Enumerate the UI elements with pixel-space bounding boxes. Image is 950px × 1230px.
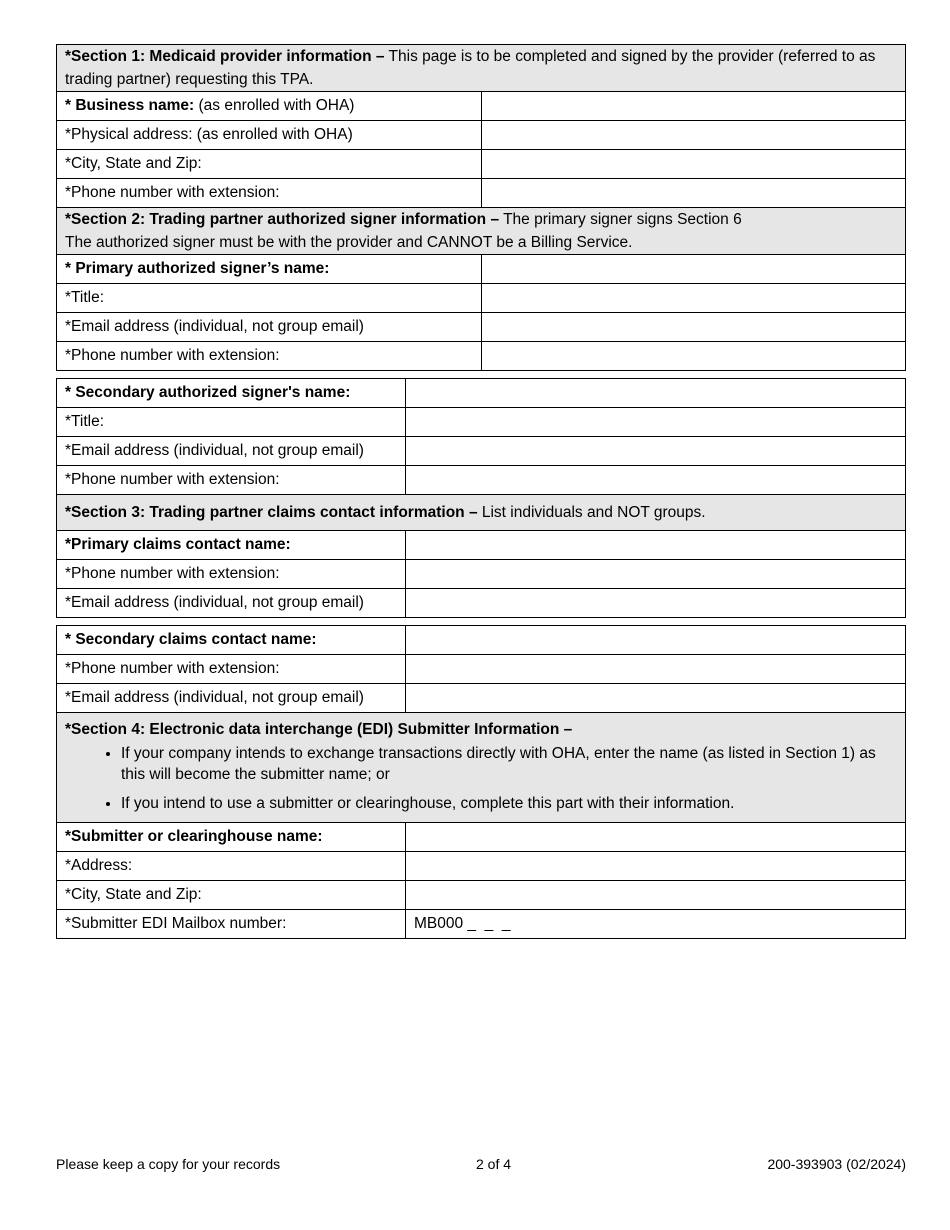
- primary-signer-email-label: *Email address (individual, not group email): [57, 313, 482, 342]
- section-2-3-table: [56, 378, 906, 618]
- secondary-signer-title-field[interactable]: [406, 408, 906, 437]
- list-item: • If your company intends to exchange transactions directly with OHA, enter the name (as listed in Section 1) as this will become the submitter name; or: [121, 743, 897, 785]
- primary-signer-email-field[interactable]: [481, 313, 906, 342]
- secondary-signer-name-label: * Secondary authorized signer's name:: [57, 379, 406, 408]
- secondary-signer-phone-label: *Phone number with extension:: [57, 466, 406, 495]
- form-row: [57, 626, 906, 655]
- footer-note: Please keep a copy for your records: [56, 1156, 281, 1172]
- primary-signer-title-label: *Title:: [57, 284, 482, 313]
- form-row: [57, 408, 906, 437]
- section-1-2-table: [56, 44, 906, 371]
- form-row: [57, 910, 906, 939]
- section-2-heading: *Section 2: Trading partner authorized signer information – The primary signer signs Section 6 The authorized signer must be with the provider and CANNOT be a Billing Service.: [57, 208, 906, 255]
- secondary-claims-contact-field[interactable]: [406, 626, 906, 655]
- submitter-city-state-zip-field[interactable]: [406, 881, 906, 910]
- secondary-claims-contact-label: * Secondary claims contact name:: [57, 626, 406, 655]
- form-row: [57, 852, 906, 881]
- form-row: [57, 255, 906, 284]
- form-row: [57, 531, 906, 560]
- section-4-bullet-list: [65, 743, 897, 814]
- form-row: [57, 179, 906, 208]
- page-footer: [56, 1156, 906, 1174]
- primary-claims-email-field[interactable]: [406, 589, 906, 618]
- primary-signer-name-label: * Primary authorized signer’s name:: [57, 255, 482, 284]
- primary-signer-title-field[interactable]: [481, 284, 906, 313]
- primary-signer-phone-label: *Phone number with extension:: [57, 342, 482, 371]
- section-3-heading: *Section 3: Trading partner claims contact information – List individuals and NOT groups.: [57, 495, 906, 531]
- form-row: [57, 823, 906, 852]
- physical-address-field[interactable]: [481, 121, 906, 150]
- primary-claims-phone-field[interactable]: [406, 560, 906, 589]
- secondary-signer-email-field[interactable]: [406, 437, 906, 466]
- form-row: [57, 379, 906, 408]
- secondary-signer-phone-field[interactable]: [406, 466, 906, 495]
- submitter-name-label: *Submitter or clearinghouse name:: [57, 823, 406, 852]
- phone-label: *Phone number with extension:: [57, 179, 482, 208]
- form-row: [57, 150, 906, 179]
- primary-claims-email-label: *Email address (individual, not group email): [57, 589, 406, 618]
- section-4-heading: *Section 4: Electronic data interchange (EDI) Submitter Information – • If your company intends to exchange transactions directly with OHA, enter the name (as listed in Section 1) as this will become the submitter name; or • If you intend to use a submitter or clearinghouse, complete this part with their information.: [57, 713, 906, 823]
- edi-mailbox-field[interactable]: MB000 _ _ _: [406, 910, 906, 939]
- secondary-claims-email-label: *Email address (individual, not group email): [57, 684, 406, 713]
- submitter-city-state-zip-label: *City, State and Zip:: [57, 881, 406, 910]
- form-row: [57, 589, 906, 618]
- form-row: [57, 284, 906, 313]
- form-row: [57, 121, 906, 150]
- submitter-name-field[interactable]: [406, 823, 906, 852]
- form-row: [57, 655, 906, 684]
- form-row: [57, 466, 906, 495]
- secondary-signer-name-field[interactable]: [406, 379, 906, 408]
- submitter-address-label: *Address:: [57, 852, 406, 881]
- form-row: [57, 342, 906, 371]
- table-gap: [56, 371, 906, 378]
- primary-signer-phone-field[interactable]: [481, 342, 906, 371]
- form-row: [57, 560, 906, 589]
- secondary-claims-phone-label: *Phone number with extension:: [57, 655, 406, 684]
- tpa-form: [56, 44, 906, 939]
- primary-signer-name-field[interactable]: [481, 255, 906, 284]
- business-name-label: * Business name: (as enrolled with OHA): [57, 92, 482, 121]
- physical-address-label: *Physical address: (as enrolled with OHA): [57, 121, 482, 150]
- page-number: 2 of 4: [476, 1156, 512, 1172]
- form-row: [57, 313, 906, 342]
- form-row: [57, 437, 906, 466]
- form-row: [57, 684, 906, 713]
- business-name-field[interactable]: [481, 92, 906, 121]
- city-state-zip-field[interactable]: [481, 150, 906, 179]
- city-state-zip-label: *City, State and Zip:: [57, 150, 482, 179]
- primary-claims-phone-label: *Phone number with extension:: [57, 560, 406, 589]
- secondary-claims-phone-field[interactable]: [406, 655, 906, 684]
- form-row: [57, 92, 906, 121]
- section-3-4-table: [56, 625, 906, 939]
- secondary-signer-title-label: *Title:: [57, 408, 406, 437]
- list-item: • If you intend to use a submitter or clearinghouse, complete this part with their information.: [121, 793, 897, 814]
- table-gap: [56, 618, 906, 625]
- submitter-address-field[interactable]: [406, 852, 906, 881]
- primary-claims-contact-label: *Primary claims contact name:: [57, 531, 406, 560]
- secondary-signer-email-label: *Email address (individual, not group email): [57, 437, 406, 466]
- secondary-claims-email-field[interactable]: [406, 684, 906, 713]
- section-1-heading: *Section 1: Medicaid provider information – This page is to be completed and signed by the provider (referred to as trading partner) requesting this TPA.: [57, 45, 906, 92]
- form-number: 200-393903 (02/2024): [767, 1156, 906, 1172]
- form-row: [57, 881, 906, 910]
- phone-field[interactable]: [481, 179, 906, 208]
- primary-claims-contact-field[interactable]: [406, 531, 906, 560]
- edi-mailbox-label: *Submitter EDI Mailbox number:: [57, 910, 406, 939]
